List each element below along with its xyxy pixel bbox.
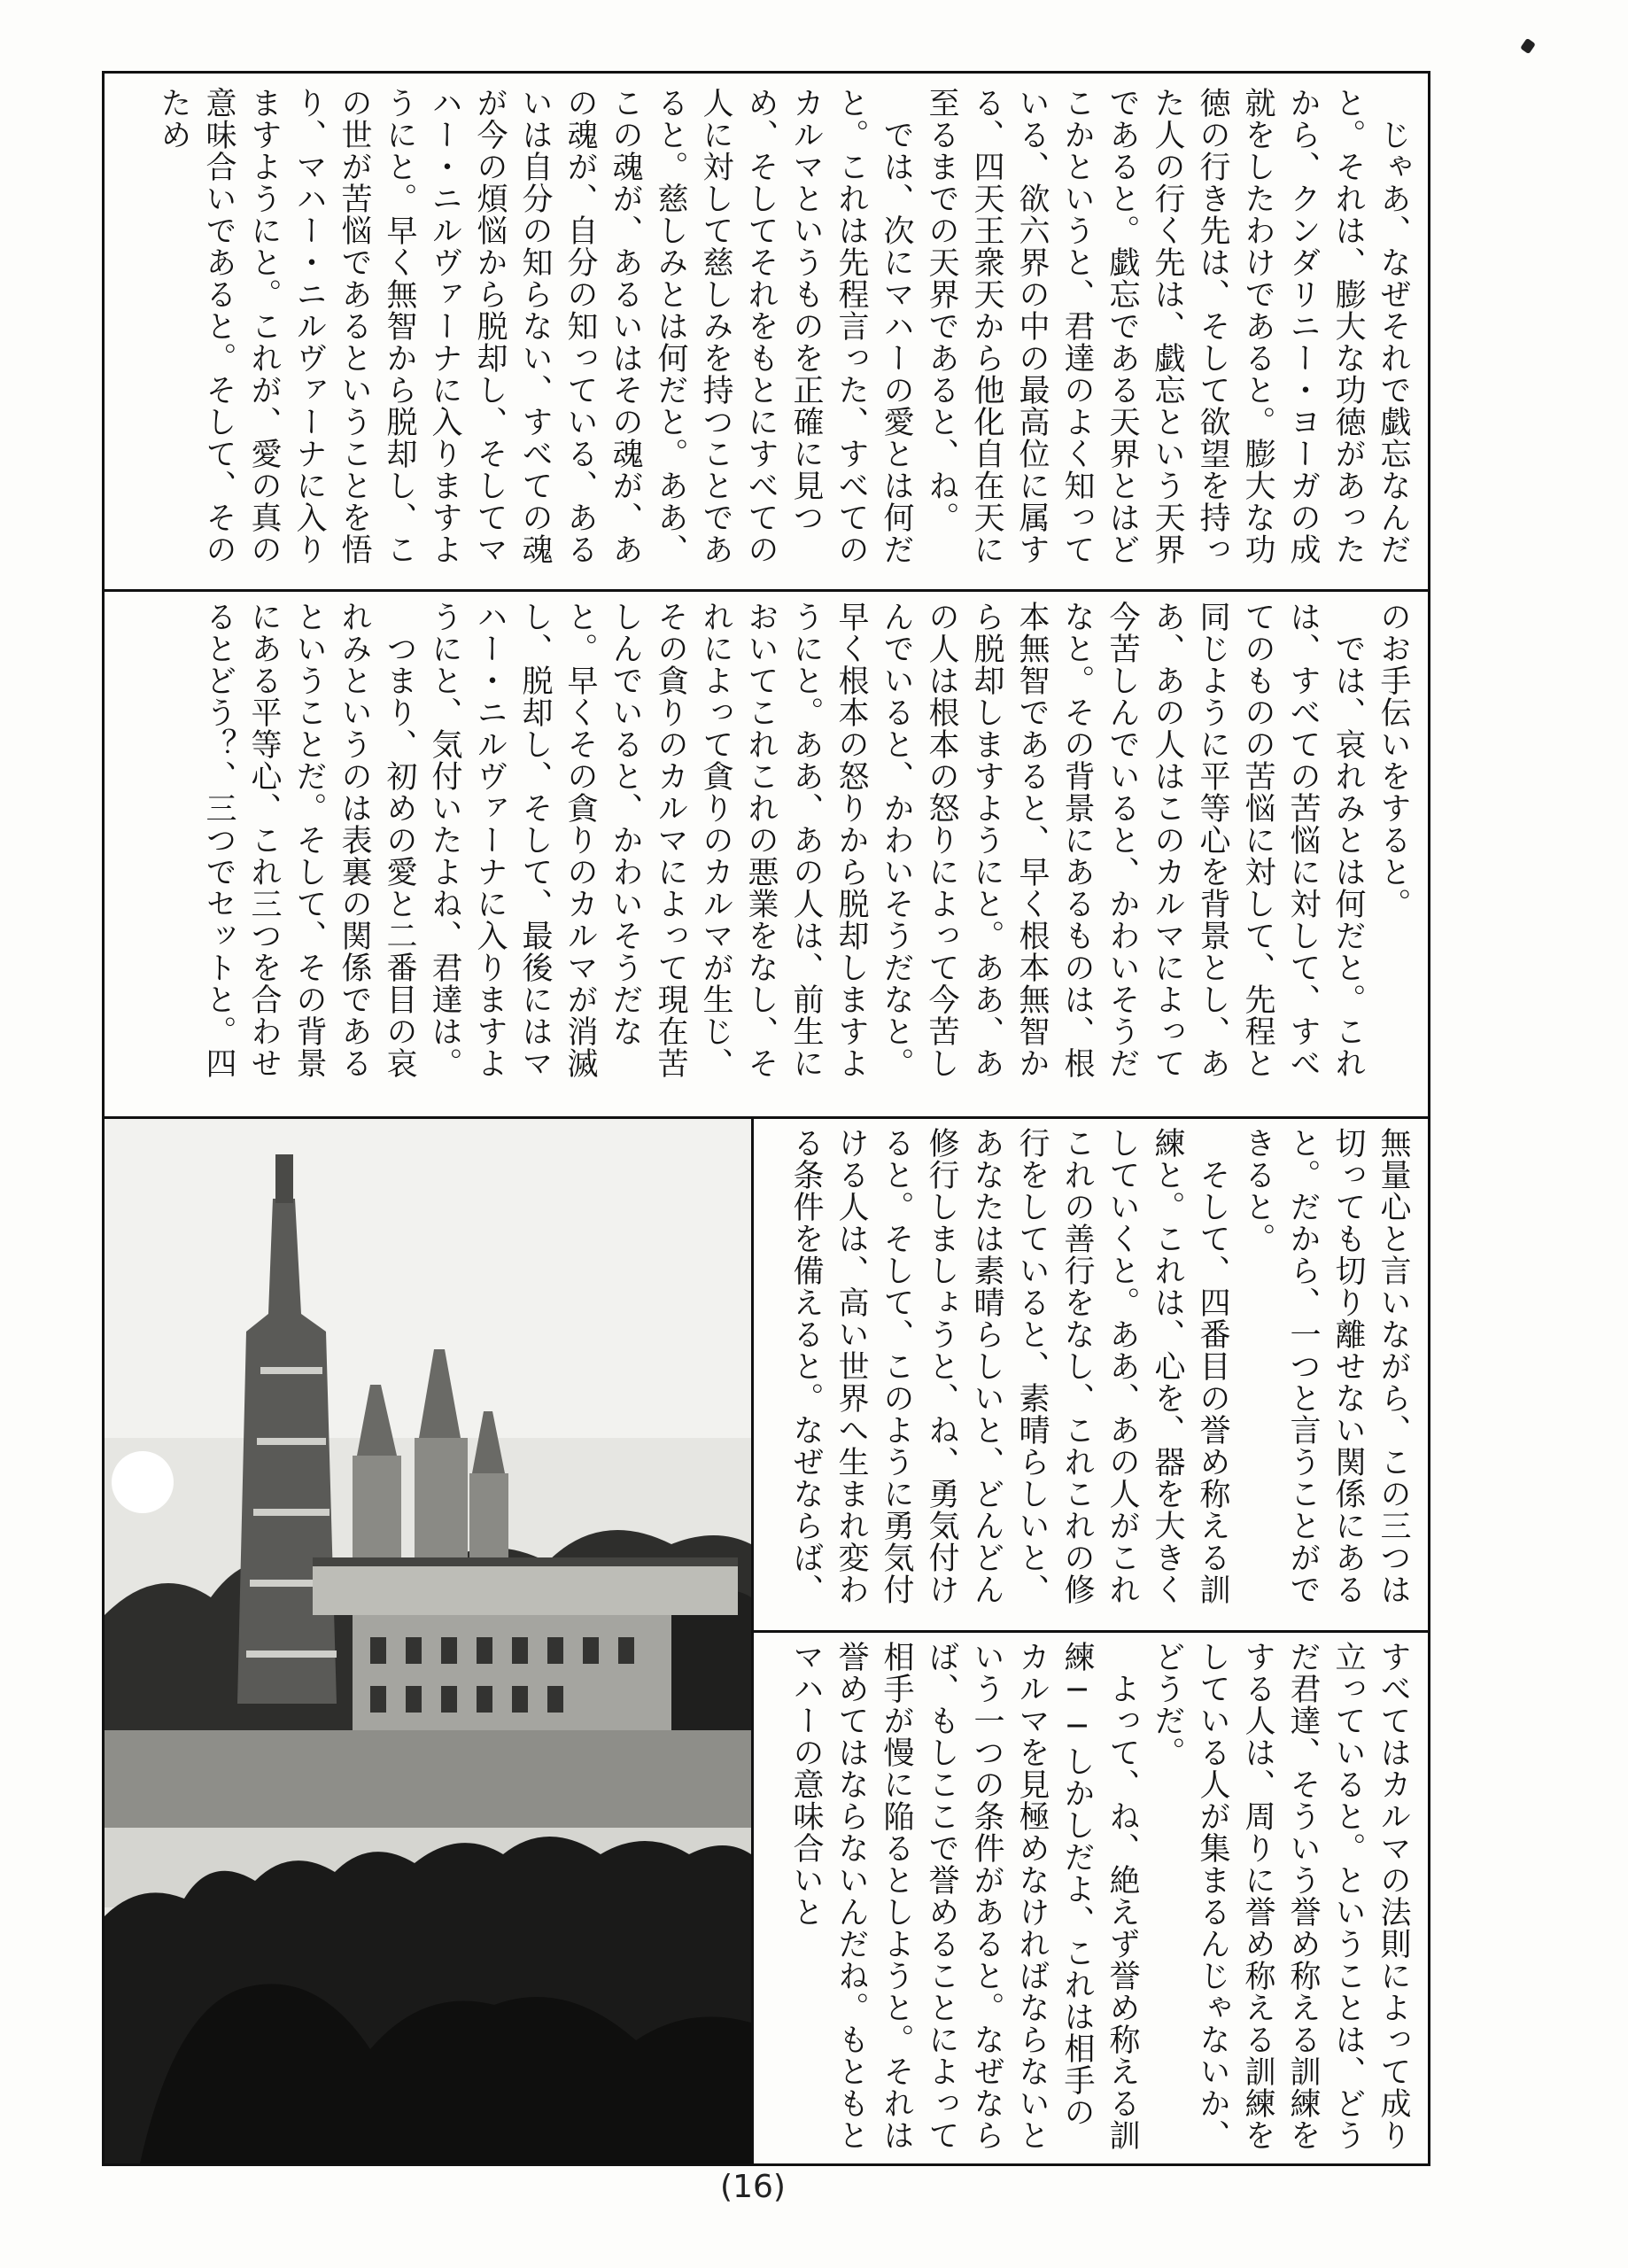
bottom-column-divider [751,1630,1430,1633]
text-column-middle: のお手伝いをすると。 では、哀れみとは何だと。これは、すべての苦悩に対して、すべてのものの苦悩に対して、先程と同じように平等心を背景とし、ああ、あの人はこのカルマによって今苦しんでいると、かわいそうだなと。その背景にあるものは、根本無智であると、早く根本無智から脱却しますようにと。ああ、あの人は根本の怒りによって今苦しんでいると、かわいそうだなと。早く根本の怒りから脱却しますようにと。ああ、あの人は、前生においてこれこれの悪業をなし、それによって貪りのカルマが生じ、その貪りのカルマによって現在苦しんでいると、かわいそうだなと。早くその貪りのカルマが消滅し、脱却し、そして、最後にはマハー・ニルヴァーナに入りますようにと、気付いたよね、君達は。 つまり、初めの愛と二番目の哀れみというのは表裏の関係であるということだ。そして、その背景にある平等心、これ三つを合わせるとどう？、三つでセットと。四 [201,601,1411,1079]
text-column-bottom-lower: すべてはカルマの法則によって成り立っていると。ということは、どうだ君達、そういう誉め称える訓練をする人は、周りに誉め称える訓練をしている人が集まるんじゃないか、どうだ。 よって、ね、絶えず誉め称える訓練──しかしだよ、これは相手のカルマを見極めなければならないという一つの条件があると。なぜならば、もしここで誉めることによって相手が慢に陥るとしようと。それは誉めてはならないんだね。もともとマハーの意味合いと [788,1641,1411,2151]
row-divider-top [102,589,1430,592]
temple-photo [105,1119,751,2163]
ink-speck [1520,38,1536,54]
temple-photo-icon [105,1119,751,2163]
text-column-bottom-upper: 無量心と言いながら、この三つは切っても切り離せない関係にあると。だから、一つと言うことができると。 そして、四番目の誉め称える訓練と。これは、心を、器を大きくしていくと。ああ、あの人がこれこれの善行をなし、これこれの修行をしていると、素晴らしいと、あなたは素晴らしいと、どんどん修行しましょうと、ね、勇気付けると。そして、このように勇気付ける人は、高い世界へ生まれ変わる条件を備えると。なぜならば、 [788,1127,1411,1605]
page-number: (16) [720,2169,786,2205]
punch-hole [112,1451,174,1513]
text-column-top: じゃあ、なぜそれで戯忘なんだと。それは、膨大な功徳があったから、クンダリニー・ヨーガの成就をしたわけであると。膨大な功徳の行き先は、そして欲望を持った人の行く先は、戯忘という天界であると。戯忘である天界とはどこかというと、君達のよく知っている、欲六界の中の最高位に属する、四天王衆天から他化自在天に至るまでの天界であると、ね。 では、次にマハーの愛とは何だと。これは先程言った、すべてのカルマというものを正確に見つめ、そしてそれをもとにすべての人に対して慈しみを持つことであると。慈しみとは何だと。ああ、この魂が、あるいはその魂が、あの魂が、自分の知っている、あるいは自分の知らない、すべての魂が今の煩悩から脱却し、そしてマハー・ニルヴァーナに入りますようにと。早く無智から脱却し、この世が苦悩であるということを悟り、マハー・ニルヴァーナに入りますようにと。これが、愛の真の意味合いであると。そして、そのため [156,87,1411,565]
photo-right-border [751,1116,754,2166]
